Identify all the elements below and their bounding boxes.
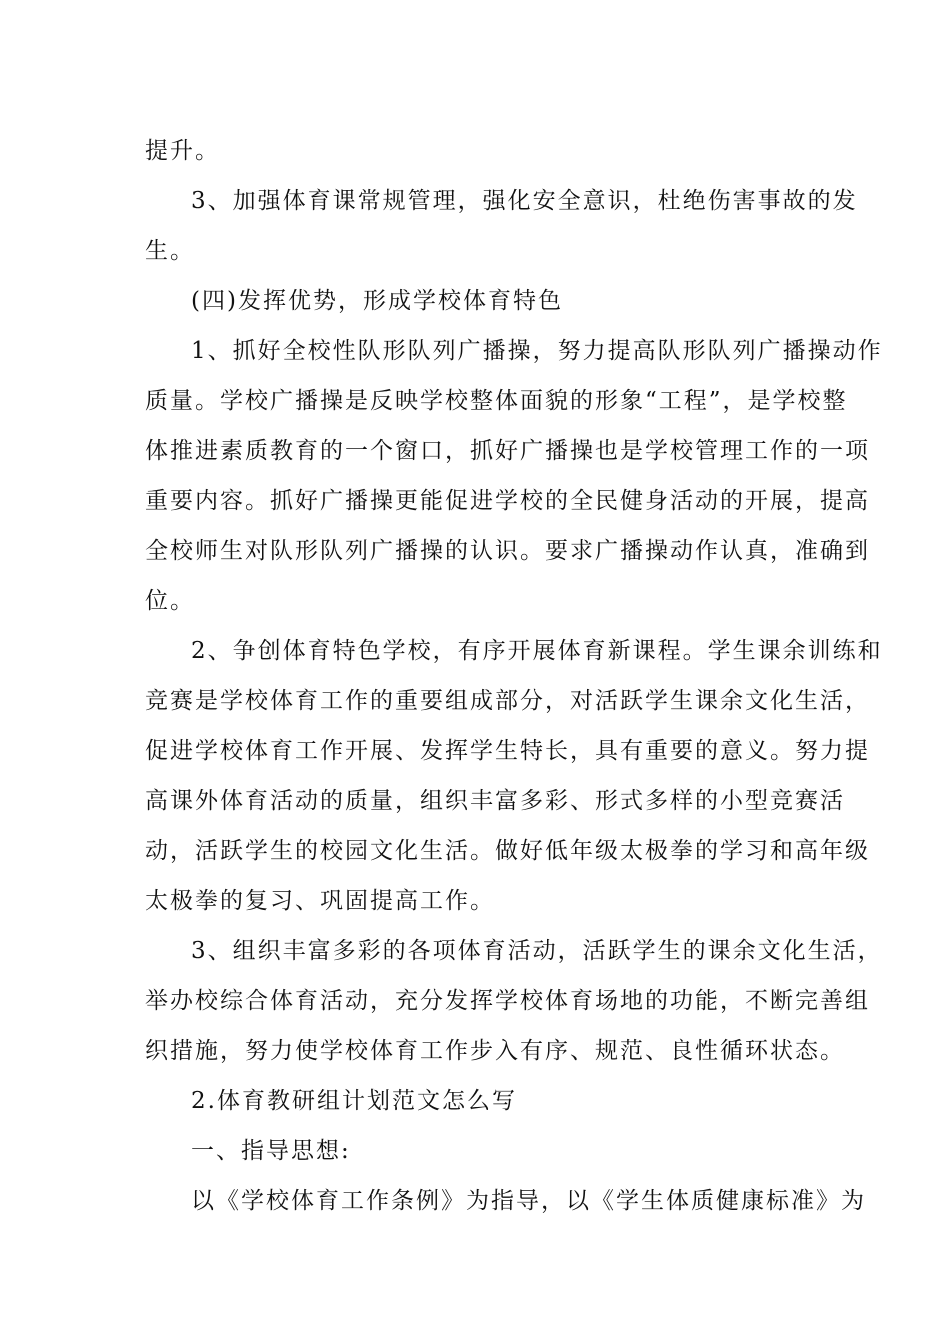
- text-line: 太极拳的复习、巩固提高工作。: [145, 888, 495, 914]
- text-line: 提升。: [145, 138, 220, 164]
- text-line: 3、组织丰富多彩的各项体育活动，活跃学生的课余文化生活，: [191, 938, 883, 964]
- text-line: 以《学校体育工作条例》为指导，以《学生体质健康标准》为: [191, 1188, 866, 1214]
- text-line: 动，活跃学生的校园文化生活。做好低年级太极拳的学习和高年级: [145, 838, 870, 864]
- text-line: 举办校综合体育活动，充分发挥学校体育场地的功能，不断完善组: [145, 988, 870, 1014]
- text-line: 重要内容。抓好广播操更能促进学校的全民健身活动的开展，提高: [145, 488, 870, 514]
- section-heading: (四)发挥优势，形成学校体育特色: [191, 288, 563, 314]
- text-line: 1、抓好全校性队形队列广播操，努力提高队形队列广播操动作: [191, 338, 883, 364]
- text-line: 位。: [145, 588, 195, 614]
- text-line: 织措施，努力使学校体育工作步入有序、规范、良性循环状态。: [145, 1038, 845, 1064]
- text-line: 2、争创体育特色学校，有序开展体育新课程。学生课余训练和: [191, 638, 883, 664]
- text-line: 3、加强体育课常规管理，强化安全意识，杜绝伤害事故的发: [191, 188, 858, 214]
- text-line: 竞赛是学校体育工作的重要组成部分，对活跃学生课余文化生活，: [145, 688, 870, 714]
- text-line: 高课外体育活动的质量，组织丰富多彩、形式多样的小型竞赛活: [145, 788, 845, 814]
- section-heading: 一、指导思想:: [191, 1138, 351, 1164]
- text-line: 体推进素质教育的一个窗口，抓好广播操也是学校管理工作的一项: [145, 438, 870, 464]
- section-heading: 2.体育教研组计划范文怎么写: [191, 1088, 517, 1114]
- text-line: 全校师生对队形队列广播操的认识。要求广播操动作认真，准确到: [145, 538, 870, 564]
- text-line: 生。: [145, 238, 195, 264]
- text-line: 促进学校体育工作开展、发挥学生特长，具有重要的意义。努力提: [145, 738, 870, 764]
- text-line: 质量。学校广播操是反映学校整体面貌的形象“工程”，是学校整: [145, 388, 848, 414]
